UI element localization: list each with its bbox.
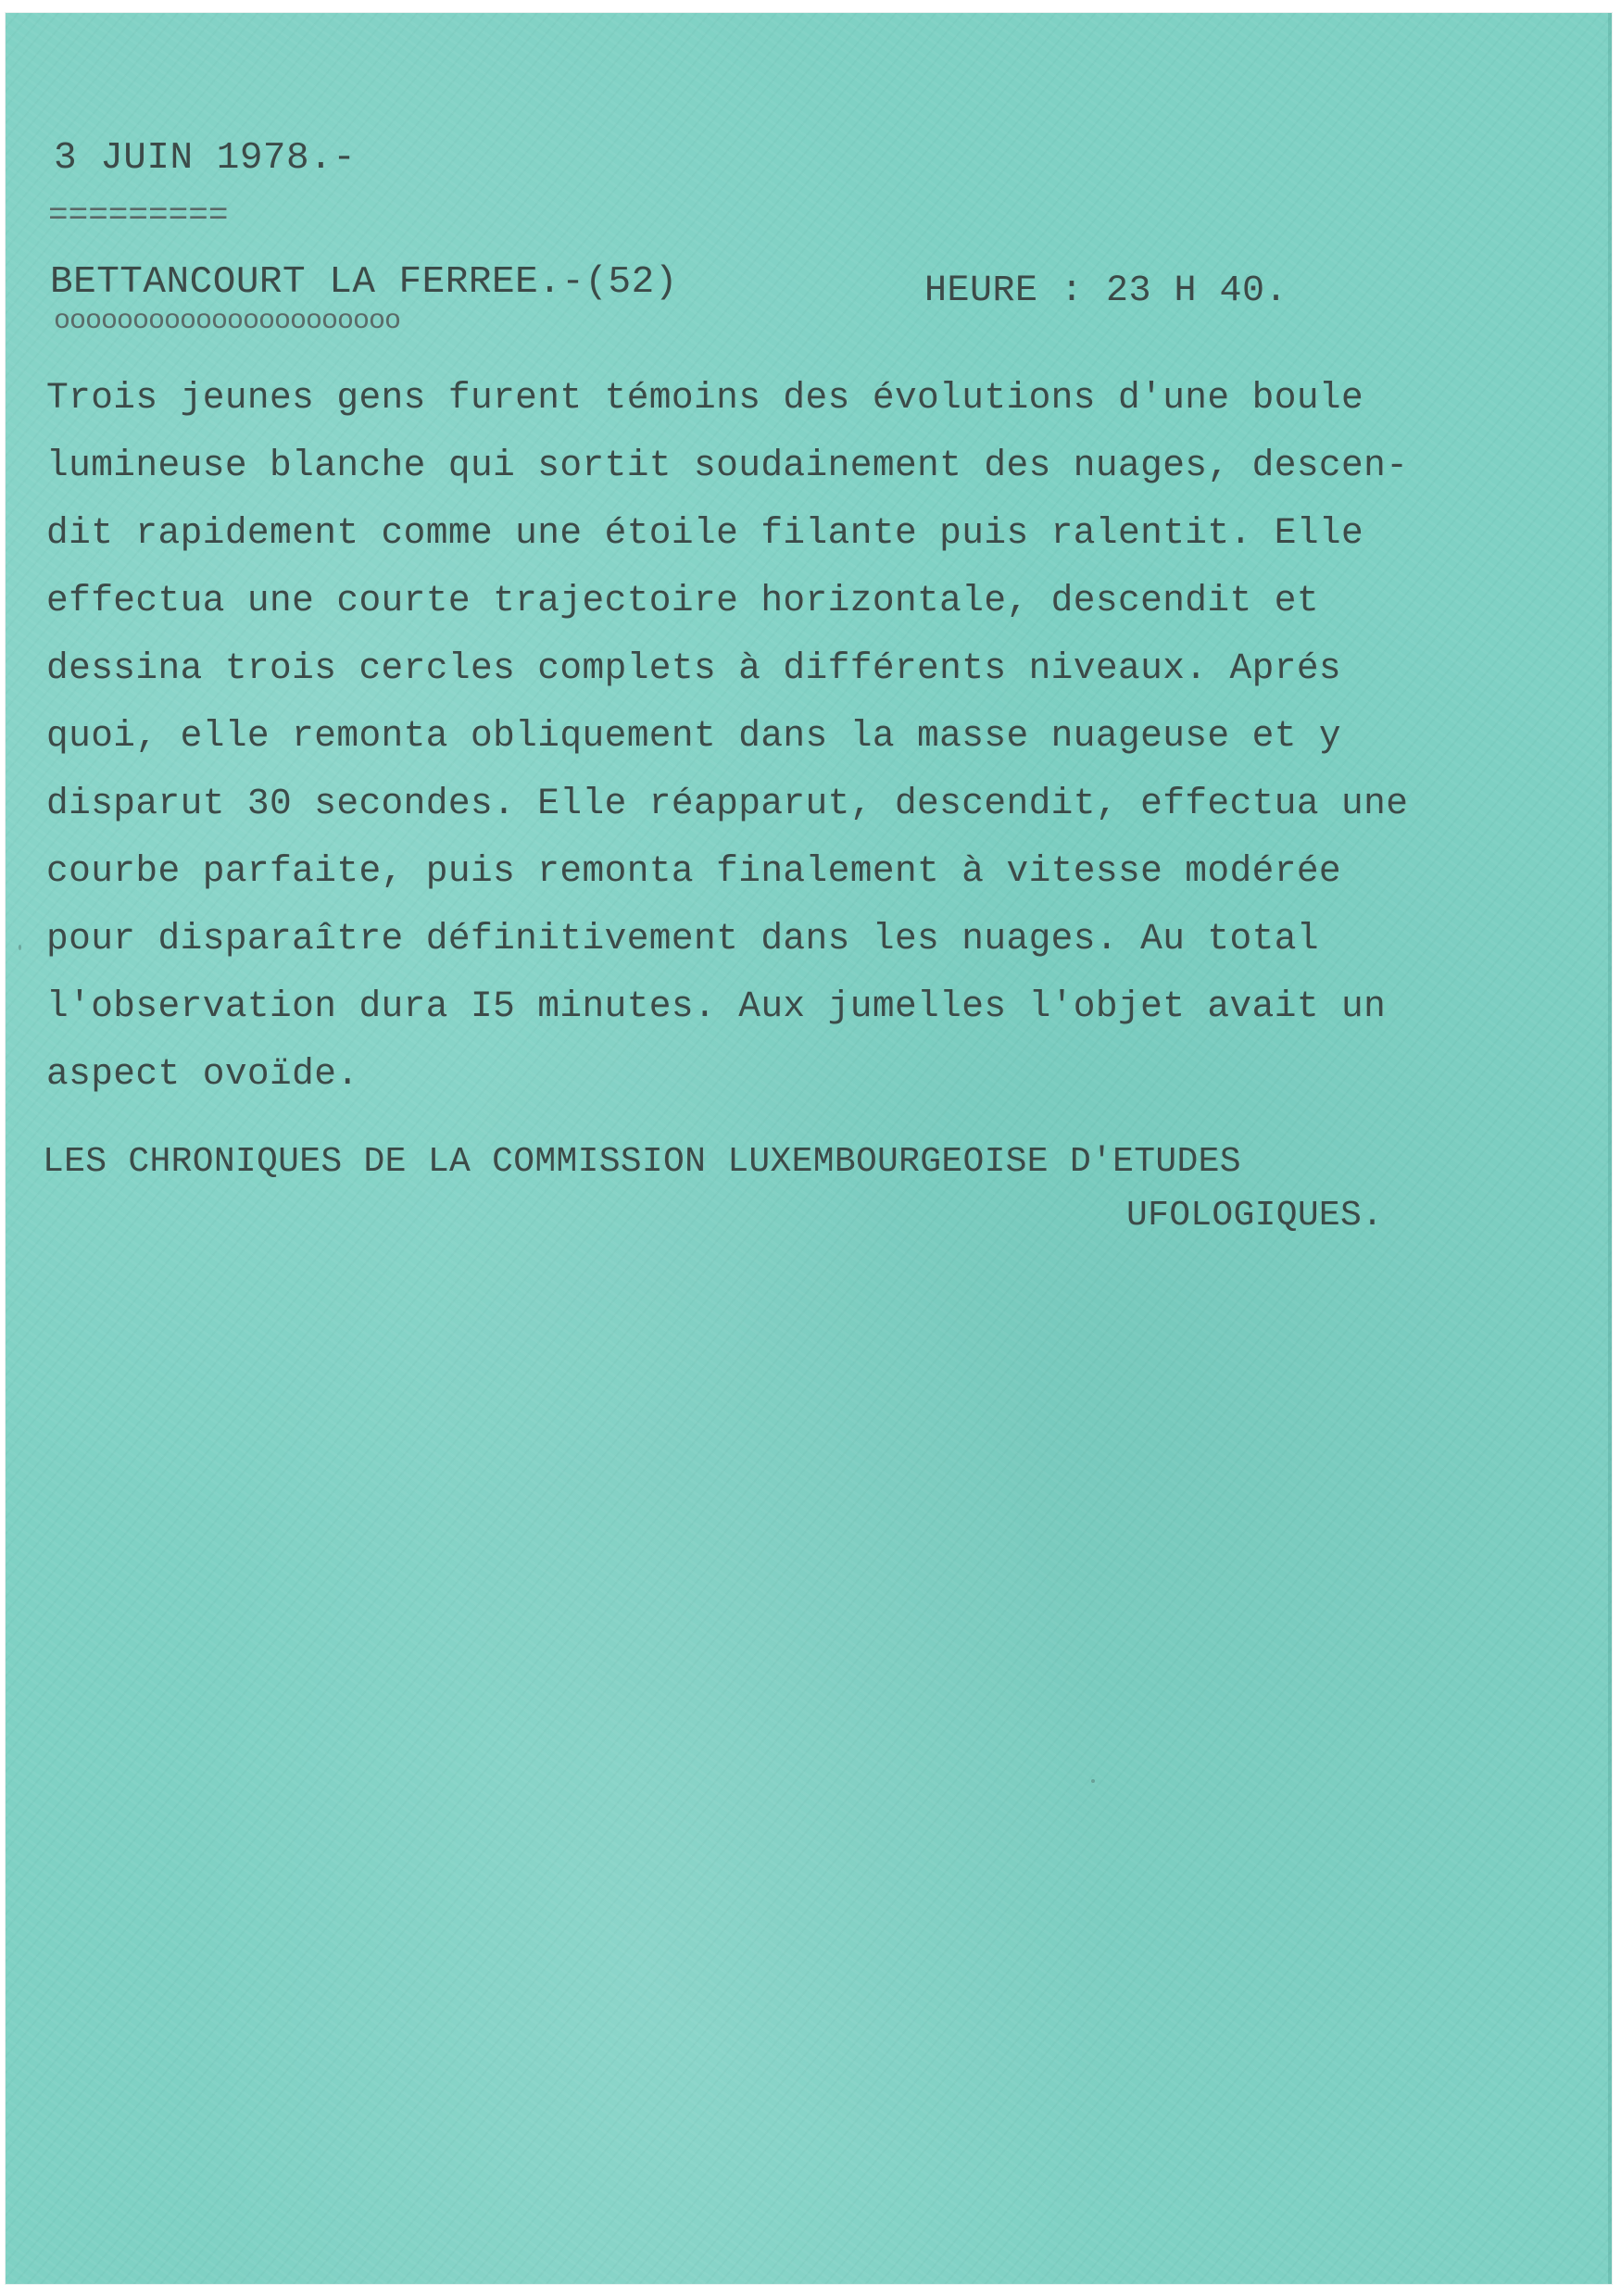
source-citation	[43, 1135, 1383, 1243]
body-line: Trois jeunes gens furent témoins des évolutions d'une boule	[46, 377, 1364, 419]
body-line: lumineuse blanche qui sortit soudainement des nuages, descen-	[46, 445, 1409, 486]
body-line: dessina trois cercles complets à différents niveaux. Aprés	[46, 647, 1342, 689]
paper-speck	[19, 945, 21, 950]
source-line: LES CHRONIQUES DE LA COMMISSION LUXEMBOURGEOISE D'ETUDES	[43, 1142, 1241, 1182]
report-time: HEURE : 23 H 40.	[924, 270, 1288, 312]
body-line: courbe parfaite, puis remonta finalement à vitesse modérée	[46, 850, 1342, 892]
date-underline: =========	[48, 196, 229, 234]
body-line: disparut 30 secondes. Elle réapparut, descendit, effectua une	[46, 783, 1409, 824]
paper-speck	[1091, 1779, 1095, 1783]
body-line: quoi, elle remonta obliquement dans la masse nuageuse et y	[46, 715, 1342, 757]
report-location: BETTANCOURT LA FERREE.-(52)	[50, 261, 678, 304]
location-underline: oooooooooooooooooooooo	[54, 306, 401, 337]
report-body	[46, 364, 1408, 1108]
report-date: 3 JUIN 1978.-	[54, 137, 357, 180]
sheet-edge	[1608, 13, 1612, 2284]
body-line: aspect ovoïde.	[46, 1053, 359, 1095]
source-line: UFOLOGIQUES.	[1126, 1196, 1384, 1236]
body-line: effectua une courte trajectoire horizontale, descendit et	[46, 580, 1319, 621]
body-line: dit rapidement comme une étoile filante puis ralentit. Elle	[46, 512, 1364, 554]
body-line: pour disparaître définitivement dans les nuages. Au total	[46, 918, 1319, 960]
body-line: l'observation dura I5 minutes. Aux jumelles l'objet avait un	[46, 985, 1387, 1027]
